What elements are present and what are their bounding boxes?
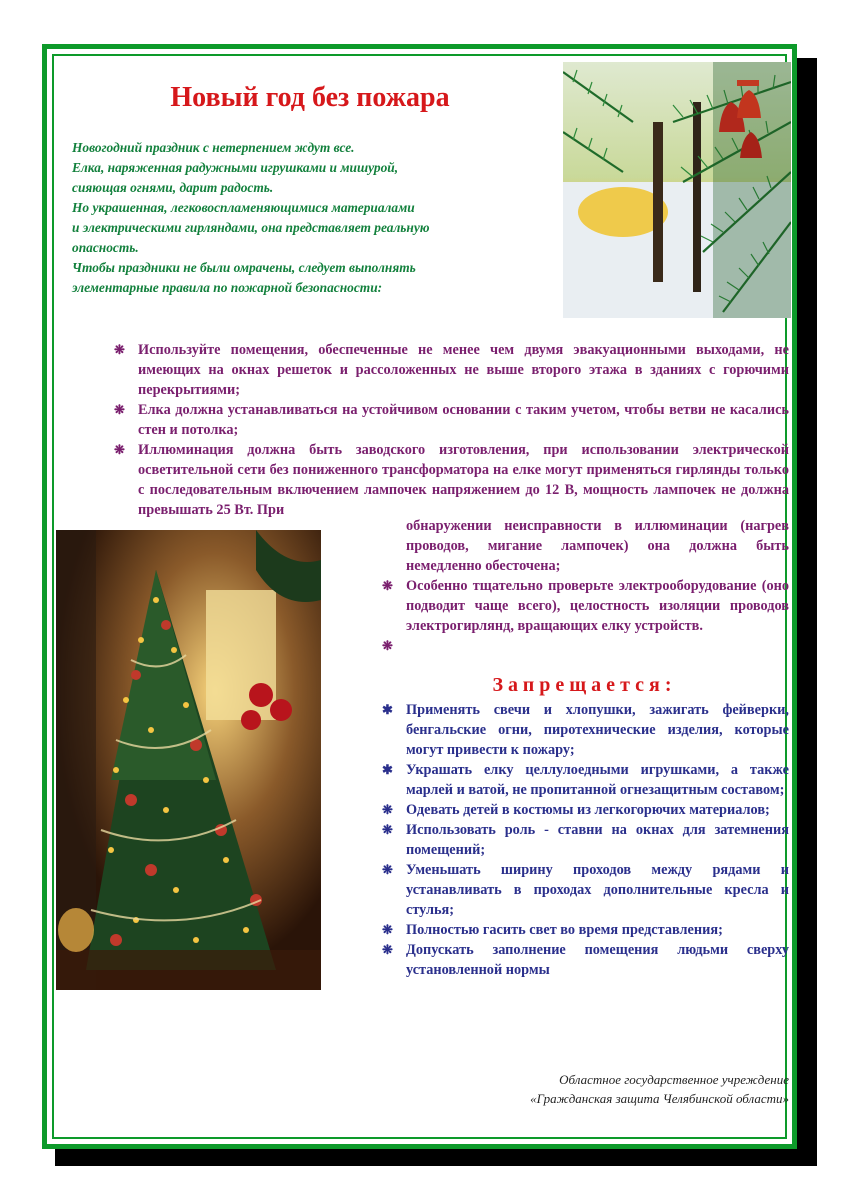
snowflake-bullet-icon: ✱ (382, 702, 393, 717)
intro-line: и электрическими гирляндами, она представляет реальную (72, 220, 430, 235)
banned-item (380, 700, 789, 760)
banned-heading: Запрещается: (492, 674, 677, 696)
intro-line: Елка, наряженная радужными игрушками и мишурой, (72, 160, 399, 175)
rule-text: Используйте помещения, обеспеченные не менее чем двумя эвакуационными выходами, не имеющих на окнах решеток и рассоложенных не выше второго этажа в зданиях с горючими перекрытиями; (138, 342, 789, 398)
snowflake-bullet-icon: ✱ (382, 762, 393, 777)
snowflake-bullet-icon: ❋ (114, 342, 125, 357)
snowflake-bullet-icon: ❋ (382, 822, 393, 837)
intro-line: Но украшенная, легковоспламеняющимися материалами (72, 200, 415, 215)
banned-item (380, 820, 789, 860)
banned-item (380, 860, 789, 920)
snowflake-bullet-icon: ❋ (382, 922, 393, 937)
snowflake-bullet-icon: ❋ (114, 402, 125, 417)
footer-line: «Гражданская защита Челябинской области» (530, 1091, 789, 1106)
rule-continuation: обнаружении неисправности в иллюминации (нагрев проводов, мигание лампочек) она должна быть немедленно обесточена; (406, 518, 789, 574)
banned-list (380, 700, 789, 980)
banned-item (380, 760, 789, 800)
footer-organization (440, 1070, 789, 1108)
fire-safety-rules (112, 340, 789, 520)
snowflake-bullet-icon: ❋ (382, 862, 393, 877)
banned-text: Использовать роль - ставни на окнах для затемнения помещений; (406, 822, 789, 858)
rule-item (112, 340, 789, 400)
christmas-tree-photo (56, 530, 321, 990)
intro-line: элементарные правила по пожарной безопасности: (72, 280, 383, 295)
snowflake-bullet-icon: ❋ (382, 802, 393, 817)
banned-text: Применять свечи и хлопушки, зажигать фейверки, бенгальские огни, пиротехнические изделия, которые могут привести к пожару; (406, 702, 789, 758)
banned-text: Полностью гасить свет во время представления; (406, 922, 723, 938)
footer-line: Областное государственное учреждение (559, 1072, 789, 1087)
snowflake-bullet-icon: ❋ (382, 942, 393, 957)
pine-branch-photo (563, 62, 791, 318)
intro-line: сияющая огнями, дарит радость. (72, 180, 274, 195)
banned-item (380, 920, 789, 940)
rule-item (380, 576, 789, 636)
snowflake-bullet-icon: ❋ (382, 578, 393, 593)
intro-line: Чтобы праздники не были омрачены, следует выполнять (72, 260, 416, 275)
rule-text: Елка должна устанавливаться на устойчивом основании с таким учетом, чтобы ветви не касались стен и потолка; (138, 402, 789, 438)
snowflake-bullet-icon: ❋ (114, 442, 125, 457)
banned-text: Уменьшать ширину проходов между рядами и устанавливать в проходах дополнительные кресла и стулья; (406, 862, 789, 918)
banned-item (380, 940, 789, 980)
intro-line: опасность. (72, 240, 139, 255)
banned-text: Украшать елку целлулоедными игрушками, а также марлей и ватой, не пропитанной огнезащитным составом; (406, 762, 789, 798)
banned-text: Допускать заполнение помещения людьми сверху установленной нормы (406, 942, 789, 978)
rule-item (112, 400, 789, 440)
page-title: Новый год без пожара (170, 82, 450, 113)
fire-safety-rules-continued (380, 576, 789, 653)
snowflake-bullet-icon: ❋ (382, 638, 393, 653)
rule-item (112, 440, 789, 520)
banned-item (380, 800, 789, 820)
banned-text: Одевать детей в костюмы из легкогорючих материалов; (406, 802, 770, 818)
rule-text: Иллюминация должна быть заводского изготовления, при использовании электрической осветительной сети без пониженного трансформатора на елке могут применяться гирлянды только с последовательным включением лампочек напряжением до 12 В, мощность лампочек не должна превышать 25 Вт. При (138, 442, 789, 518)
intro-text (72, 138, 542, 298)
intro-line: Новогодний праздник с нетерпением ждут все. (72, 140, 355, 155)
rule-text: Особенно тщательно проверьте электрооборудование (оно подводит чаще всего), целостность изоляции проводов электрогирлянд, вращающих елку устройств. (406, 578, 789, 634)
